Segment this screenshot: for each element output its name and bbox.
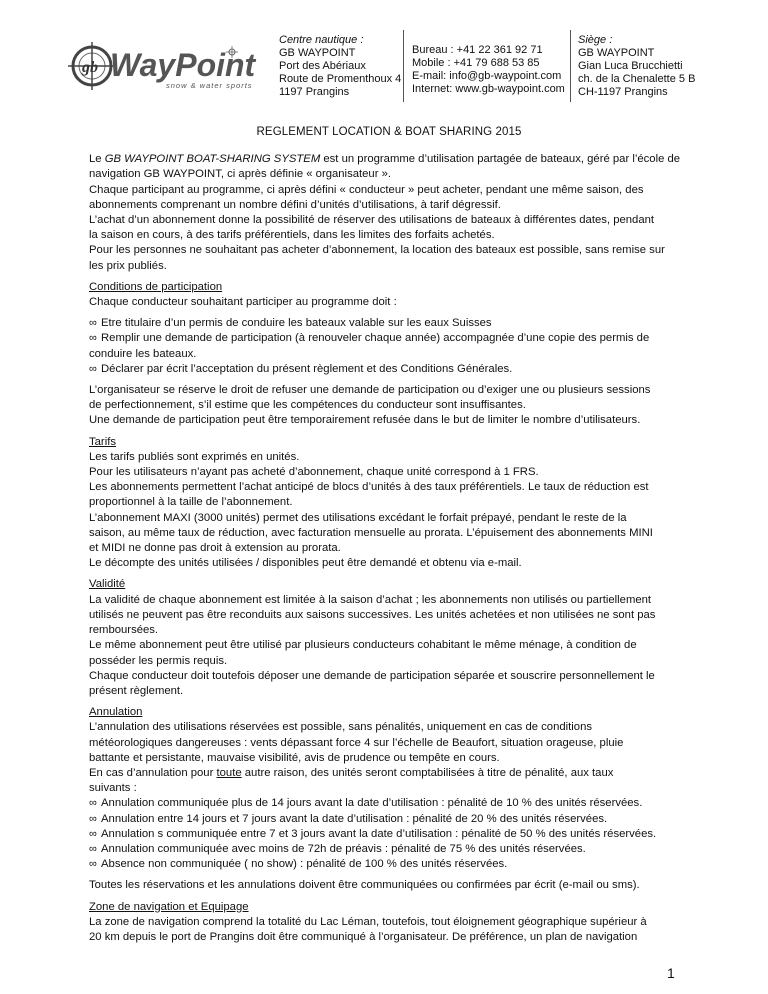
siege-line: Siège : <box>578 34 613 46</box>
page-number: 1 <box>667 965 675 981</box>
zone-section: La zone de navigation comprend la totalité du Lac Léman, toutefois, tout éloignement géographique supérieur à 20 km depuis le port de Prangins doit être communiqué à l’organisateur. De préférence, un plan de navigation <box>89 915 647 943</box>
bullet-icon: ∞ <box>89 332 97 345</box>
participation-notes: L’organisateur se réserve le droit de refuser une demande de participation ou d’exiger une ou plusieurs sessions de perfectionnement, s’il estime que les compétences du conducteur sont insuffisantes. Une demande de participation peut être temporairement refusée dans le but de limiter le nombre d’utilisateurs. <box>89 384 651 427</box>
email: E-mail: info@gb-waypoint.com <box>412 70 562 82</box>
list-item: ∞ Annulation s communiquée entre 7 et 3 jours avant la date d’utilisation : pénalité de 50 % des unités réservées. <box>89 827 689 842</box>
intro-line: la saison en cours, à des tarifs préférentiels, dans les limites des forfaits achetés. <box>89 229 495 242</box>
logo-badge: gb <box>82 59 98 76</box>
intro-line: Pour les personnes ne souhaitant pas acheter d’abonnement, la location des bateaux est possible, sans remise sur <box>89 244 665 257</box>
section-heading-zone: Zone de navigation et Equipage <box>89 900 249 913</box>
waypoint-logo <box>68 42 278 94</box>
bullet-icon: ∞ <box>89 827 97 840</box>
bullet-icon: ∞ <box>89 362 97 375</box>
section-heading-tarifs: Tarifs <box>89 435 116 448</box>
list-item: ∞ Déclarer par écrit l’acceptation du présent règlement et des Conditions Générales. <box>89 362 689 377</box>
list-item: ∞ Annulation entre 14 jours et 7 jours avant la date d’utilisation : pénalité de 20 % des unités réservées. <box>89 812 689 827</box>
bullet-icon: ∞ <box>89 842 97 855</box>
intro-line: Chaque participant au programme, ci après défini « conducteur » peut acheter, pendant une même saison, des <box>89 183 644 196</box>
list-item: ∞ Absence non communiquée ( no show) : pénalité de 100 % des unités réservées. <box>89 857 689 872</box>
address-line: Route de Promenthoux 4 <box>279 73 402 85</box>
intro-line: L’achat d’un abonnement donne la possibilité de réserver des utilisations de bateaux à différentes dates, pendant <box>89 214 655 227</box>
siege-line: ch. de la Chenalette 5 B <box>578 73 696 85</box>
annulation-section: L’annulation des utilisations réservées est possible, sans pénalités, uniquement en cas de conditions météorologiques dangereuses : vents dépassant force 4 sur l’échelle de Beaufort, situation orageuse, pluie battante et persistante, mauvaise visibilité, avis de prudence ou tempête en cours. En cas d’annulation pour toute autre raison, des unités seront comptabilisées à titre de pénalité, aux taux suivants : ∞ Annulation communiquée plus de 14 jours avant la date d’utilisation : pénalité de 10 % des unités réservées. ∞ Annulation entre 14 jours et 7 jours avant la date d’utilisation : pénalité de 20 % des unités réservées. ∞ Annulation s communiquée entre 7 et 3 jours avant la date d’utilisation : pénalité de 50 % des unités réservées. ∞ Annulation communiquée avec moins de 72h de préavis : pénalité de 75 % des unités réservées. ∞ Absence non communiquée ( no show) : pénalité de 100 % des unités réservées. <box>89 720 689 872</box>
participation-section: Chaque conducteur souhaitant participer au programme doit : ∞ Etre titulaire d’un permis de conduire les bateaux valable sur les eaux Suisses ∞ Remplir une demande de participation (à renouveler chaque année) accompagnée d’une copie des permis de conduire les bateaux. ∞ Déclarer par écrit l’acceptation du présent règlement et des Conditions Générales. <box>89 295 689 377</box>
head-office-address <box>578 34 695 99</box>
logo-tagline: snow & water sports <box>166 81 253 90</box>
tarifs-section: Les tarifs publiés sont exprimés en unités. Pour les utilisateurs n’ayant pas acheté d’abonnement, chaque unité correspond à 1 FRS. Les abonnements permettent l’achat anticipé de blocs d’unités à des taux préférentiels. Le taux de réduction est proportionnel à la taille de l’abonnement. L’abonnement MAXI (3000 unités) permet des utilisations excédant le forfait prépayé, pendant le reste de la saison, au même taux de réduction, avec facturation mensuelle au prorata. L’épuisement des abonnements MINI et MIDI ne donne pas droit à extension au prorata. Le décompte des unités utilisées / disponibles peut être demandé et obtenu via e-mail. <box>89 450 653 570</box>
section-heading-validite: Validité <box>89 578 126 591</box>
list-item: ∞ Etre titulaire d’un permis de conduire les bateaux valable sur les eaux Suisses <box>89 316 689 331</box>
list-item: ∞ Remplir une demande de participation (à renouveler chaque année) accompagnée d’une copie des permis de <box>89 331 689 346</box>
bullet-icon: ∞ <box>89 317 97 330</box>
address-line: 1197 Prangins <box>279 86 350 98</box>
contact-block <box>412 44 565 96</box>
bullet-icon: ∞ <box>89 797 97 810</box>
annulation-closing: Toutes les réservations et les annulations doivent être communiquées ou confirmées par écrit (e-mail ou sms). <box>89 879 640 892</box>
intro-line: les prix publiés. <box>89 259 167 272</box>
logo-wordmark: WayPoint <box>110 47 256 83</box>
phone-mobile: Mobile : +41 79 688 53 85 <box>412 57 540 69</box>
document-body <box>89 125 689 951</box>
website: Internet: www.gb-waypoint.com <box>412 83 565 95</box>
section-heading-annulation: Annulation <box>89 706 143 719</box>
document-title: REGLEMENT LOCATION & BOAT SHARING 2015 <box>256 126 522 138</box>
address-line: GB WAYPOINT <box>279 47 356 59</box>
list-item: ∞ Annulation communiquée plus de 14 jours avant la date d’utilisation : pénalité de 10 % des unités réservées. <box>89 796 689 811</box>
bullet-icon: ∞ <box>89 812 97 825</box>
address-line: Centre nautique : <box>279 34 364 46</box>
divider <box>403 30 404 102</box>
nautical-center-address <box>279 34 401 99</box>
list-item: ∞ Annulation communiquée avec moins de 72h de préavis : pénalité de 75 % des unités réservées. <box>89 842 689 857</box>
bullet-icon: ∞ <box>89 858 97 871</box>
divider <box>570 30 571 102</box>
underlined-word: toute <box>216 766 242 779</box>
intro-paragraph <box>89 152 689 274</box>
phone-office: Bureau : +41 22 361 92 71 <box>412 44 543 56</box>
siege-line: GB WAYPOINT <box>578 47 655 59</box>
siege-line: CH-1197 Prangins <box>578 86 668 98</box>
address-line: Port des Abériaux <box>279 60 366 72</box>
intro-line: Le GB WAYPOINT BOAT-SHARING SYSTEM est un programme d’utilisation partagée de bateaux, géré par l’école de <box>89 153 681 166</box>
intro-line: abonnements comprenant un nombre défini d’unités d’utilisations, à tarif dégressif. <box>89 198 501 211</box>
program-name: GB WAYPOINT BOAT-SHARING SYSTEM <box>104 153 321 166</box>
siege-line: Gian Luca Brucchietti <box>578 60 683 72</box>
letterhead <box>0 28 768 108</box>
section-heading-participation: Conditions de participation <box>89 280 223 293</box>
validite-section: La validité de chaque abonnement est limitée à la saison d’achat ; les abonnements non utilisés ou partiellement utilisés ne peuvent pas être reconduits aux saisons successives. Les unités achetées et non utilisées ne sont pas remboursées. Le même abonnement peut être utilisé par plusieurs conducteurs cohabitant le même ménage, à condition de posséder les permis requis. Chaque conducteur doit toutefois déposer une demande de participation séparée et souscrire personnellement le présent règlement. <box>89 593 656 697</box>
intro-line: navigation GB WAYPOINT, ci après définie « organisateur ». <box>89 168 392 181</box>
